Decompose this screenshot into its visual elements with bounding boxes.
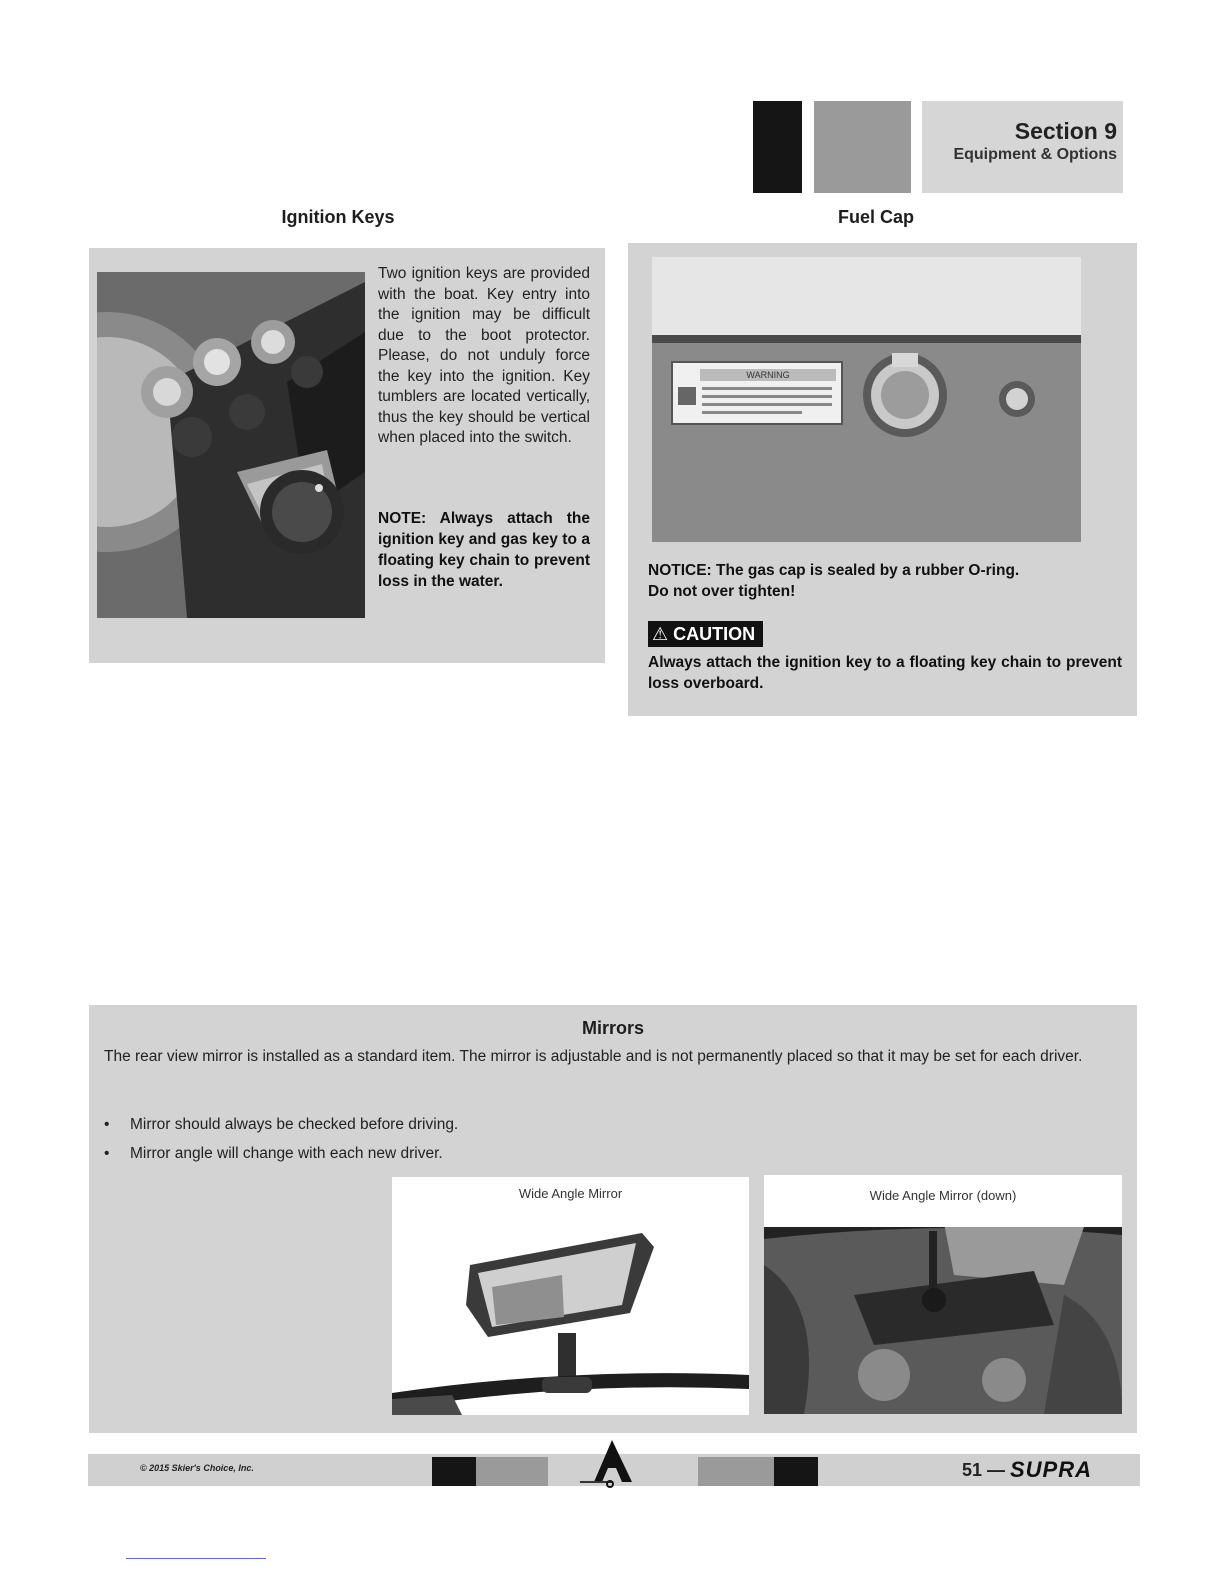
ignition-heading: Ignition Keys — [281, 207, 395, 227]
mirror-down-caption: Wide Angle Mirror (down) — [869, 1188, 1017, 1203]
bullet-dot-icon: • — [104, 1116, 110, 1133]
caution-text: Always attach the ignition key to a floating key chain to prevent loss overboard. — [648, 654, 1122, 692]
mirror-photo — [392, 1177, 749, 1415]
notice-line-2: Do not over tighten! — [648, 583, 796, 600]
ignition-switch-photo — [97, 272, 365, 618]
footer-block-dark-left — [432, 1457, 476, 1486]
mirror-caption: Wide Angle Mirror — [518, 1186, 623, 1201]
caution-label: CAUTION — [673, 624, 756, 644]
supra-brand: SUPRA — [1010, 1457, 1093, 1482]
ignition-note: NOTE: Always attach the ignition key and gas key to a floating key chain to prevent loss in the water. — [378, 510, 590, 590]
ignition-switch-illustration — [97, 272, 365, 618]
page-number: 51 — — [962, 1460, 1006, 1480]
mirror-down-figure — [764, 1175, 1122, 1414]
warning-triangle-icon: ⚠ — [652, 624, 669, 644]
notice-line-1: NOTICE: The gas cap is sealed by a rubber O-ring. — [648, 562, 1020, 579]
header-block-gray — [814, 101, 911, 193]
mirrors-heading: Mirrors — [581, 1018, 644, 1038]
copyright: © 2015 Skier's Choice, Inc. — [140, 1463, 254, 1473]
footer-block-gray-left — [476, 1457, 548, 1486]
mirror-down-photo — [764, 1175, 1122, 1414]
fuel-cap-notice — [648, 560, 1118, 602]
mirrors-bullet-2 — [104, 1145, 443, 1163]
bullet-text: Mirror should always be checked before driving. — [130, 1116, 459, 1133]
mirrors-bullet-1 — [104, 1116, 458, 1134]
caution-badge — [648, 621, 763, 647]
warning-label: WARNING — [746, 370, 790, 380]
section-title: Section 9 — [1014, 118, 1117, 144]
footer-rule — [126, 1558, 266, 1559]
fuel-cap-photo — [652, 257, 1081, 542]
footer-block-dark-right — [774, 1457, 818, 1486]
bullet-dot-icon: • — [104, 1145, 110, 1162]
fuel-cap-panel — [628, 243, 1137, 716]
supra-logo-icon — [578, 1438, 658, 1490]
section-header — [922, 101, 1123, 193]
footer-block-gray-right — [698, 1457, 774, 1486]
ignition-body-text: Two ignition keys are provided with the boat. Key entry into the ignition may be difficult due to the boot protector. Please, do not unduly force the key into the ignition. Key tumblers are located vertically, thus the key should be vertical when placed into the switch. — [378, 265, 590, 446]
fuel-cap-heading: Fuel Cap — [837, 207, 914, 227]
mirrors-panel — [89, 1005, 1137, 1433]
fuel-cap-illustration — [652, 257, 1081, 542]
mirrors-intro: The rear view mirror is installed as a standard item. The mirror is adjustable and is not permanently placed so that it may be set for each driver. — [104, 1048, 1083, 1065]
header-block-dark — [753, 101, 802, 193]
section-subtitle: Equipment & Options — [953, 146, 1117, 163]
bullet-text: Mirror angle will change with each new driver. — [130, 1145, 443, 1162]
mirror-figure — [392, 1177, 749, 1415]
ignition-panel — [89, 248, 605, 663]
